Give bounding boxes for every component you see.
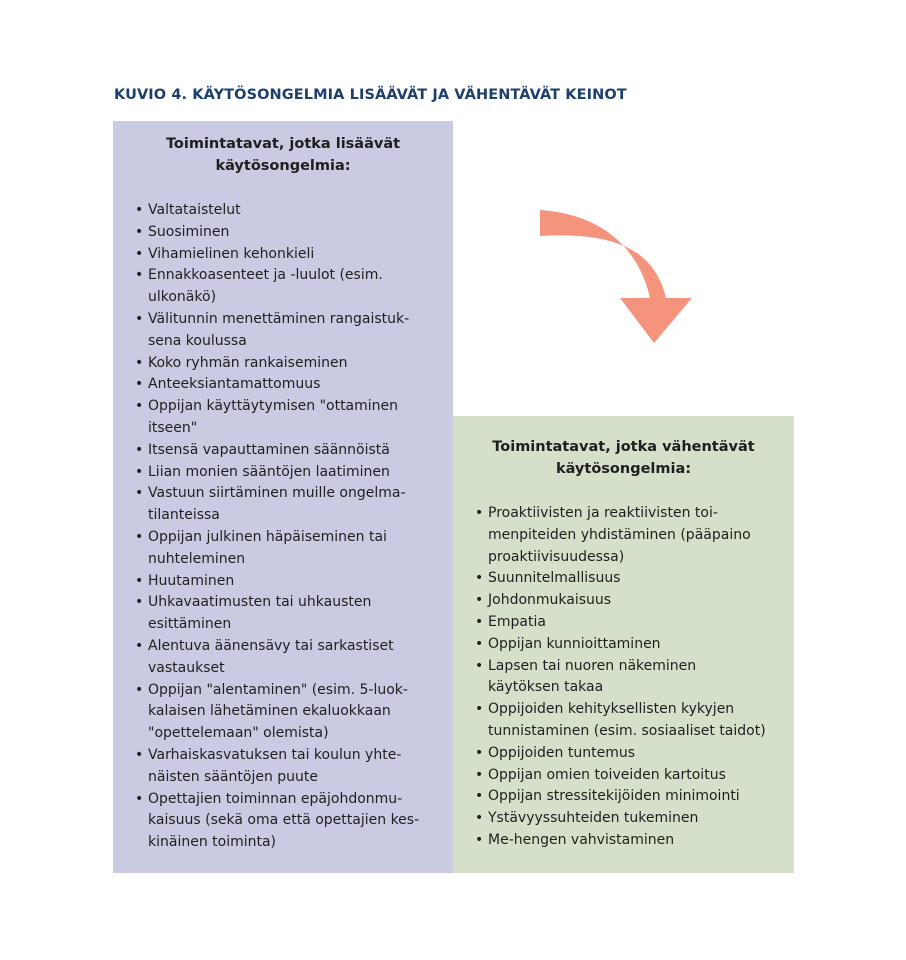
increasing-behaviour-panel <box>113 121 453 873</box>
increasing-list-item: • Opettajien toiminnan epäjohdonmu- kaisuus (sekä oma että opettajien kes- kinäinen toiminta) <box>135 789 435 854</box>
increasing-items-list <box>135 200 435 854</box>
figure-title: KUVIO 4. KÄYTÖSONGELMIA LISÄÄVÄT JA VÄHENTÄVÄT KEINOT <box>114 87 627 103</box>
increasing-list-item: • Huutaminen <box>135 571 435 593</box>
increasing-list-item: • Liian monien sääntöjen laatiminen <box>135 462 435 484</box>
increasing-list-item: • Alentuva äänensävy tai sarkastiset vastaukset <box>135 636 435 680</box>
increasing-list-item: • Uhkavaatimusten tai uhkausten esittäminen <box>135 592 435 636</box>
increasing-list-item: • Itsensä vapauttaminen säännöistä <box>135 440 435 462</box>
increasing-list-item: • Suosiminen <box>135 222 435 244</box>
decreasing-list-item: • Suunnitelmallisuus <box>475 568 793 590</box>
decreasing-list-item: • Oppijan stressitekijöiden minimointi <box>475 786 793 808</box>
decreasing-behaviour-panel <box>453 416 794 873</box>
increasing-list-item: • Anteeksiantamattomuus <box>135 374 435 396</box>
increasing-list-item: • Oppijan käyttäytymisen "ottaminen itseen" <box>135 396 435 440</box>
increasing-list-item: • Valtataistelut <box>135 200 435 222</box>
decreasing-list-item: • Oppijoiden tuntemus <box>475 743 793 765</box>
decreasing-list-item: • Oppijoiden kehityksellisten kykyjen tunnistaminen (esim. sosiaaliset taidot) <box>475 699 793 743</box>
increasing-list-item: • Ennakkoasenteet ja -luulot (esim. ulkonäkö) <box>135 265 435 309</box>
increasing-list-item: • Oppijan "alentaminen" (esim. 5-luok- kalaisen lähetäminen ekaluokkaan "opettelemaan" olemista) <box>135 680 435 745</box>
decreasing-list-item: • Empatia <box>475 612 793 634</box>
increasing-list-item: • Koko ryhmän rankaiseminen <box>135 353 435 375</box>
decreasing-list-item: • Oppijan omien toiveiden kartoitus <box>475 765 793 787</box>
decreasing-list-item: • Ystävyyssuhteiden tukeminen <box>475 808 793 830</box>
increasing-list-item: • Vastuun siirtäminen muille ongelma- tilanteissa <box>135 483 435 527</box>
increasing-list-item: • Välitunnin menettäminen rangaistuk- sena koulussa <box>135 309 435 353</box>
decreasing-list-item: • Proaktiivisten ja reaktiivisten toi- menpiteiden yhdistäminen (pääpaino proaktiivisuudessa) <box>475 503 793 568</box>
decreasing-list-item: • Me-hengen vahvistaminen <box>475 830 793 852</box>
decreasing-list-item: • Oppijan kunnioittaminen <box>475 634 793 656</box>
increasing-list-item: • Vihamielinen kehonkieli <box>135 244 435 266</box>
decreasing-panel-heading: Toimintatavat, jotka vähentävät käytösongelmia: <box>492 439 755 477</box>
increasing-list-item: • Varhaiskasvatuksen tai koulun yhte- näisten sääntöjen puute <box>135 745 435 789</box>
curved-arrow-down-right-icon <box>530 210 700 350</box>
increasing-list-item: • Oppijan julkinen häpäiseminen tai nuhteleminen <box>135 527 435 571</box>
increasing-panel-heading: Toimintatavat, jotka lisäävät käytösongelmia: <box>165 136 401 174</box>
decreasing-list-item: • Johdonmukaisuus <box>475 590 793 612</box>
decreasing-list-item: • Lapsen tai nuoren näkeminen käytöksen takaa <box>475 656 793 700</box>
decreasing-items-list <box>475 503 793 852</box>
